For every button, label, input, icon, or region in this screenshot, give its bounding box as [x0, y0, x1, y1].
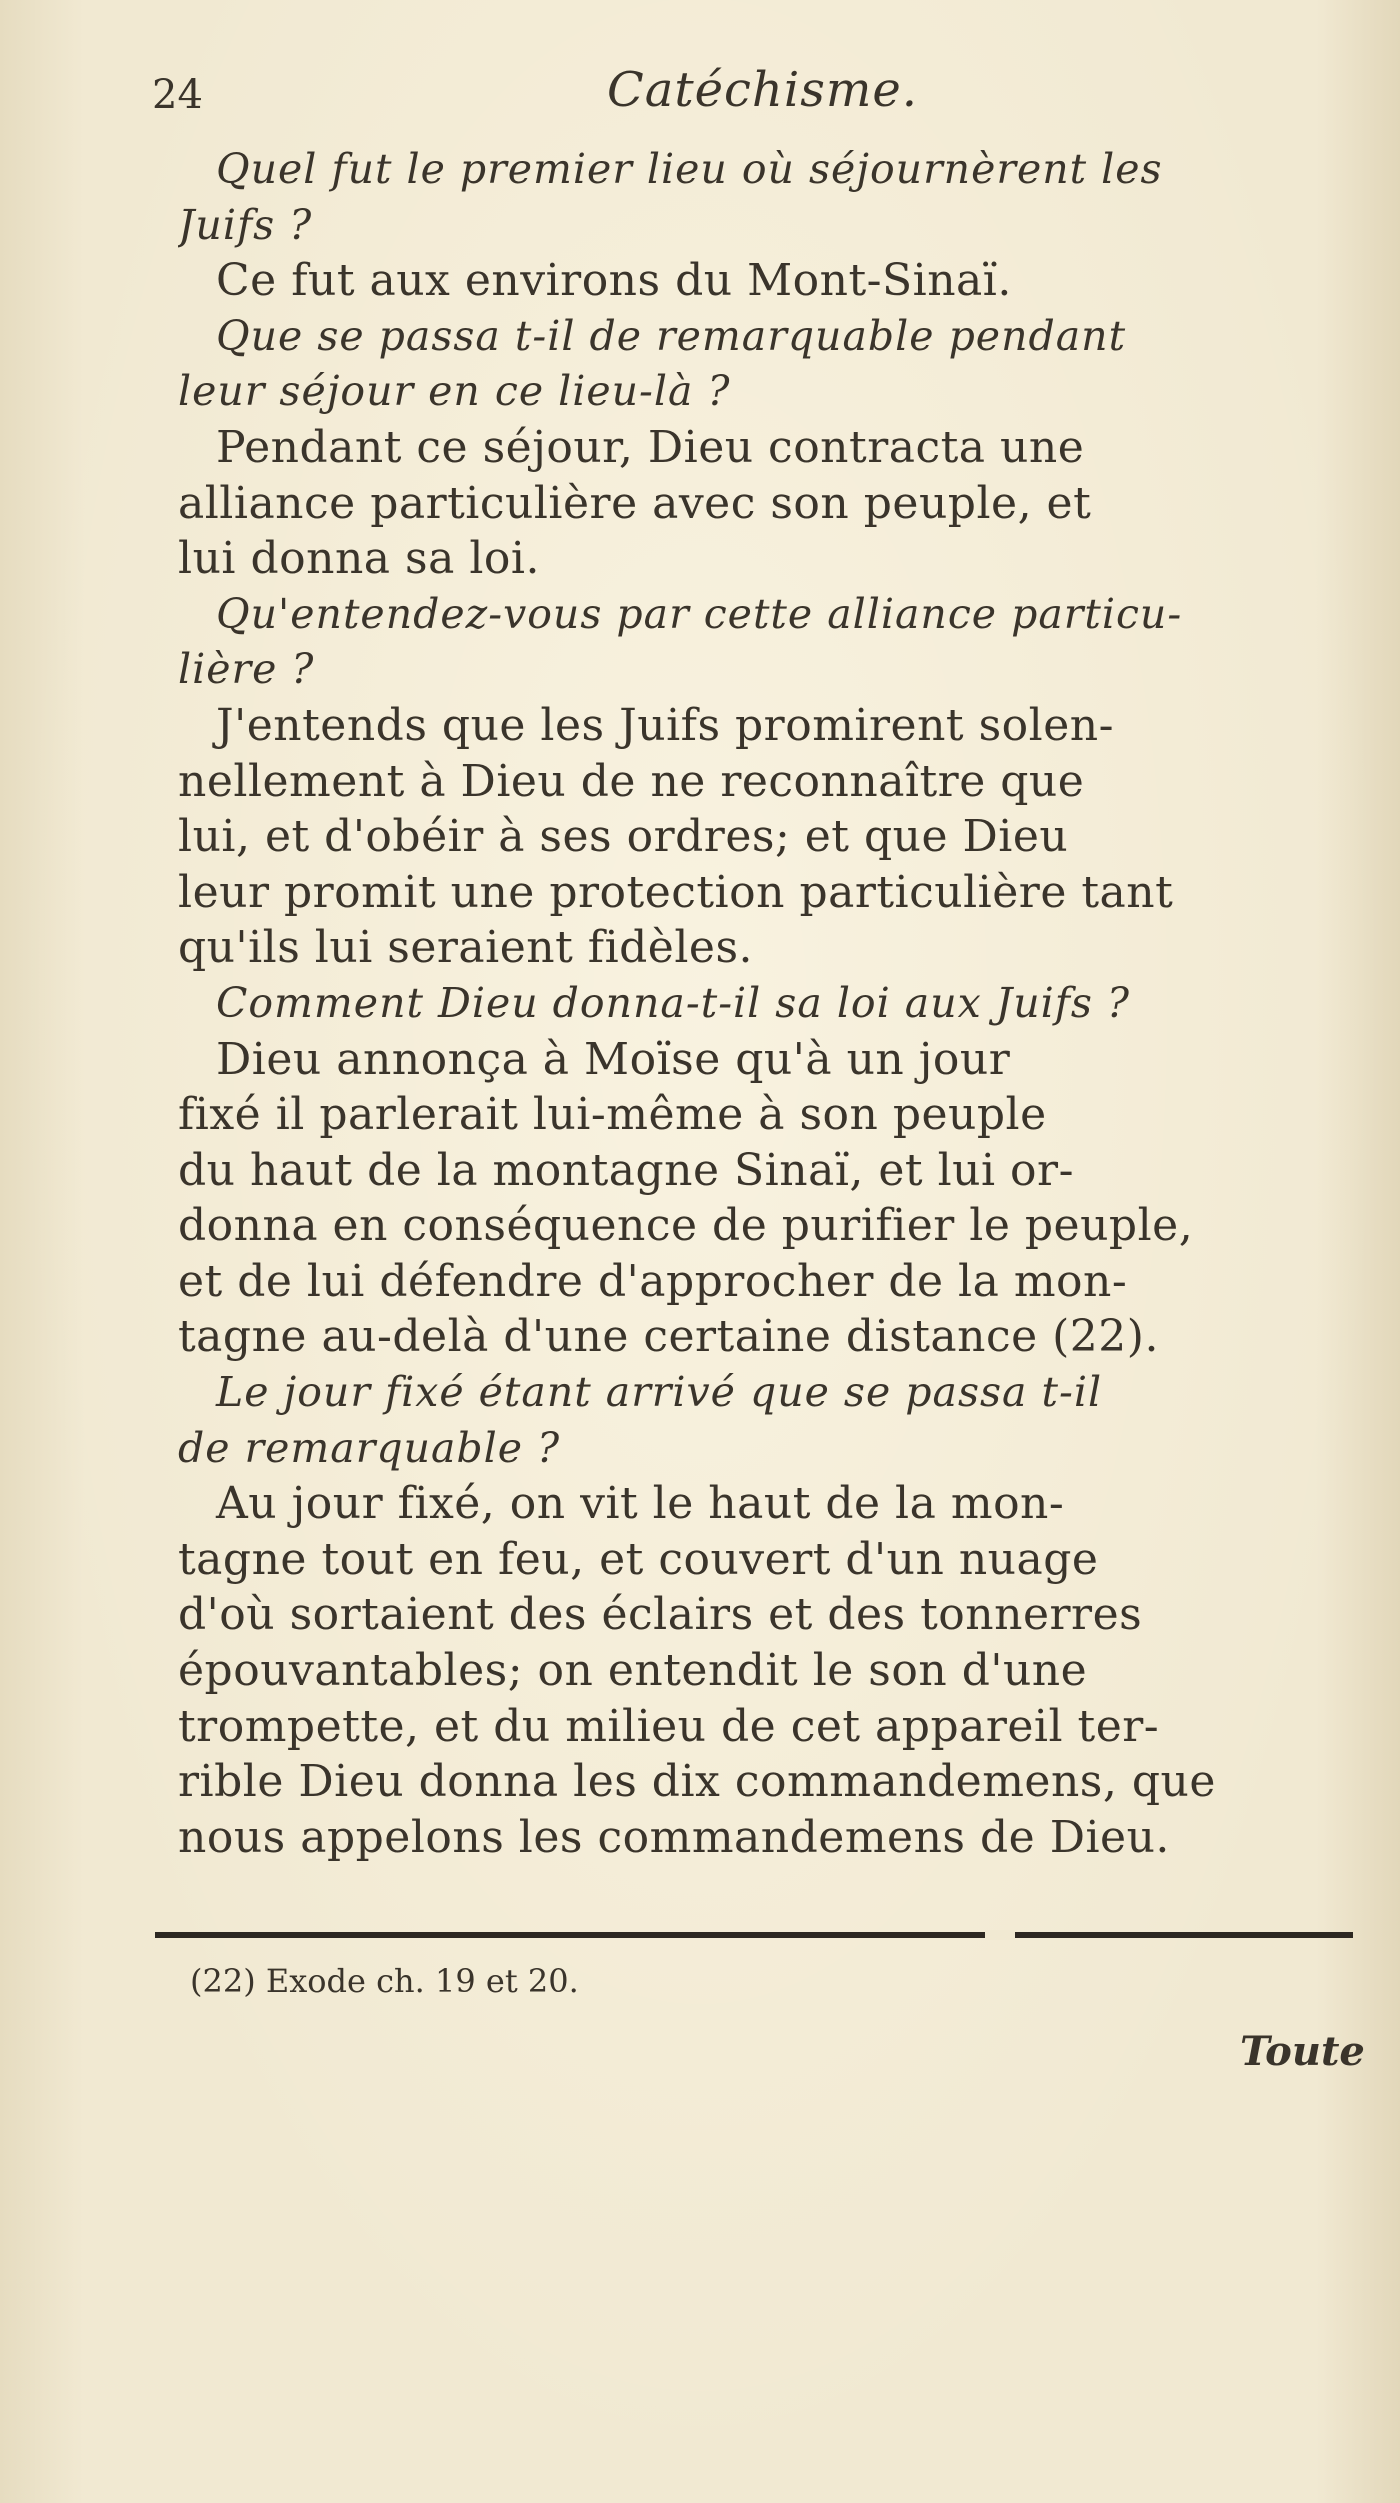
footnote: (22) Exode ch. 19 et 20. — [190, 1962, 579, 2000]
answer-line: Pendant ce séjour, Dieu contracta une — [216, 421, 1085, 473]
page-header — [152, 62, 1372, 132]
answer-line: rible Dieu donna les dix commandemens, que — [178, 1756, 1216, 1808]
answer-line: J'entends que les Juifs promirent solen- — [216, 699, 1114, 751]
answer-line: trompette, et du milieu de cet appareil ter- — [178, 1700, 1160, 1752]
answer-line: fixé il parlerait lui-même à son peuple — [178, 1089, 1047, 1141]
question-line: Juifs ? — [178, 200, 313, 249]
question-line: leur séjour en ce lieu-là ? — [178, 367, 731, 416]
question-line: Quel fut le premier lieu où séjournèrent les — [216, 145, 1163, 193]
answer-line: épouvantables; on entendit le son d'une — [178, 1645, 1088, 1697]
answer-line: alliance particulière avec son peuple, et — [178, 477, 1092, 529]
running-title: Catéchisme. — [607, 62, 918, 118]
answer-line: Au jour fixé, on vit le haut de la mon- — [216, 1478, 1065, 1530]
answer-line: qu'ils lui seraient fidèles. — [178, 922, 754, 974]
answer-line: nellement à Dieu de ne reconnaître que — [178, 755, 1085, 807]
body-text — [178, 142, 1358, 1865]
footnote-rule — [155, 1932, 1353, 1938]
page-number: 24 — [152, 72, 203, 118]
question-line: Que se passa t-il de remarquable pendant — [216, 311, 1127, 360]
answer-line: lui donna sa loi. — [178, 533, 540, 585]
answer-line: donna en conséquence de purifier le peuple, — [178, 1200, 1194, 1252]
catchword: Toute — [1240, 2028, 1365, 2075]
question-line: Le jour fixé étant arrivé que se passa t-il — [216, 1368, 1103, 1417]
answer-line: d'où sortaient des éclairs et des tonnerres — [178, 1589, 1143, 1641]
answer-line: tagne tout en feu, et couvert d'un nuage — [178, 1533, 1099, 1585]
answer-line: nous appelons les commandemens de Dieu. — [178, 1811, 1170, 1863]
question-line: Comment Dieu donna-t-il sa loi aux Juifs ? — [216, 978, 1130, 1027]
answer-line: tagne au-delà d'une certaine distance (22). — [178, 1311, 1159, 1363]
footnote-rule-gap — [985, 1930, 1015, 1940]
question-line: lière ? — [178, 645, 315, 694]
answer-line: du haut de la montagne Sinaï, et lui or- — [178, 1144, 1074, 1196]
answer-line: Ce fut aux environs du Mont-Sinaï. — [216, 255, 1012, 307]
answer-line: Dieu annonça à Moïse qu'à un jour — [216, 1033, 1011, 1085]
answer-line: et de lui défendre d'approcher de la mon- — [178, 1255, 1128, 1307]
question-line: Qu'entendez-vous par cette alliance particu- — [216, 589, 1183, 638]
answer-line: leur promit une protection particulière tant — [178, 866, 1174, 918]
question-line: de remarquable ? — [178, 1423, 561, 1472]
answer-line: lui, et d'obéir à ses ordres; et que Dieu — [178, 811, 1069, 863]
